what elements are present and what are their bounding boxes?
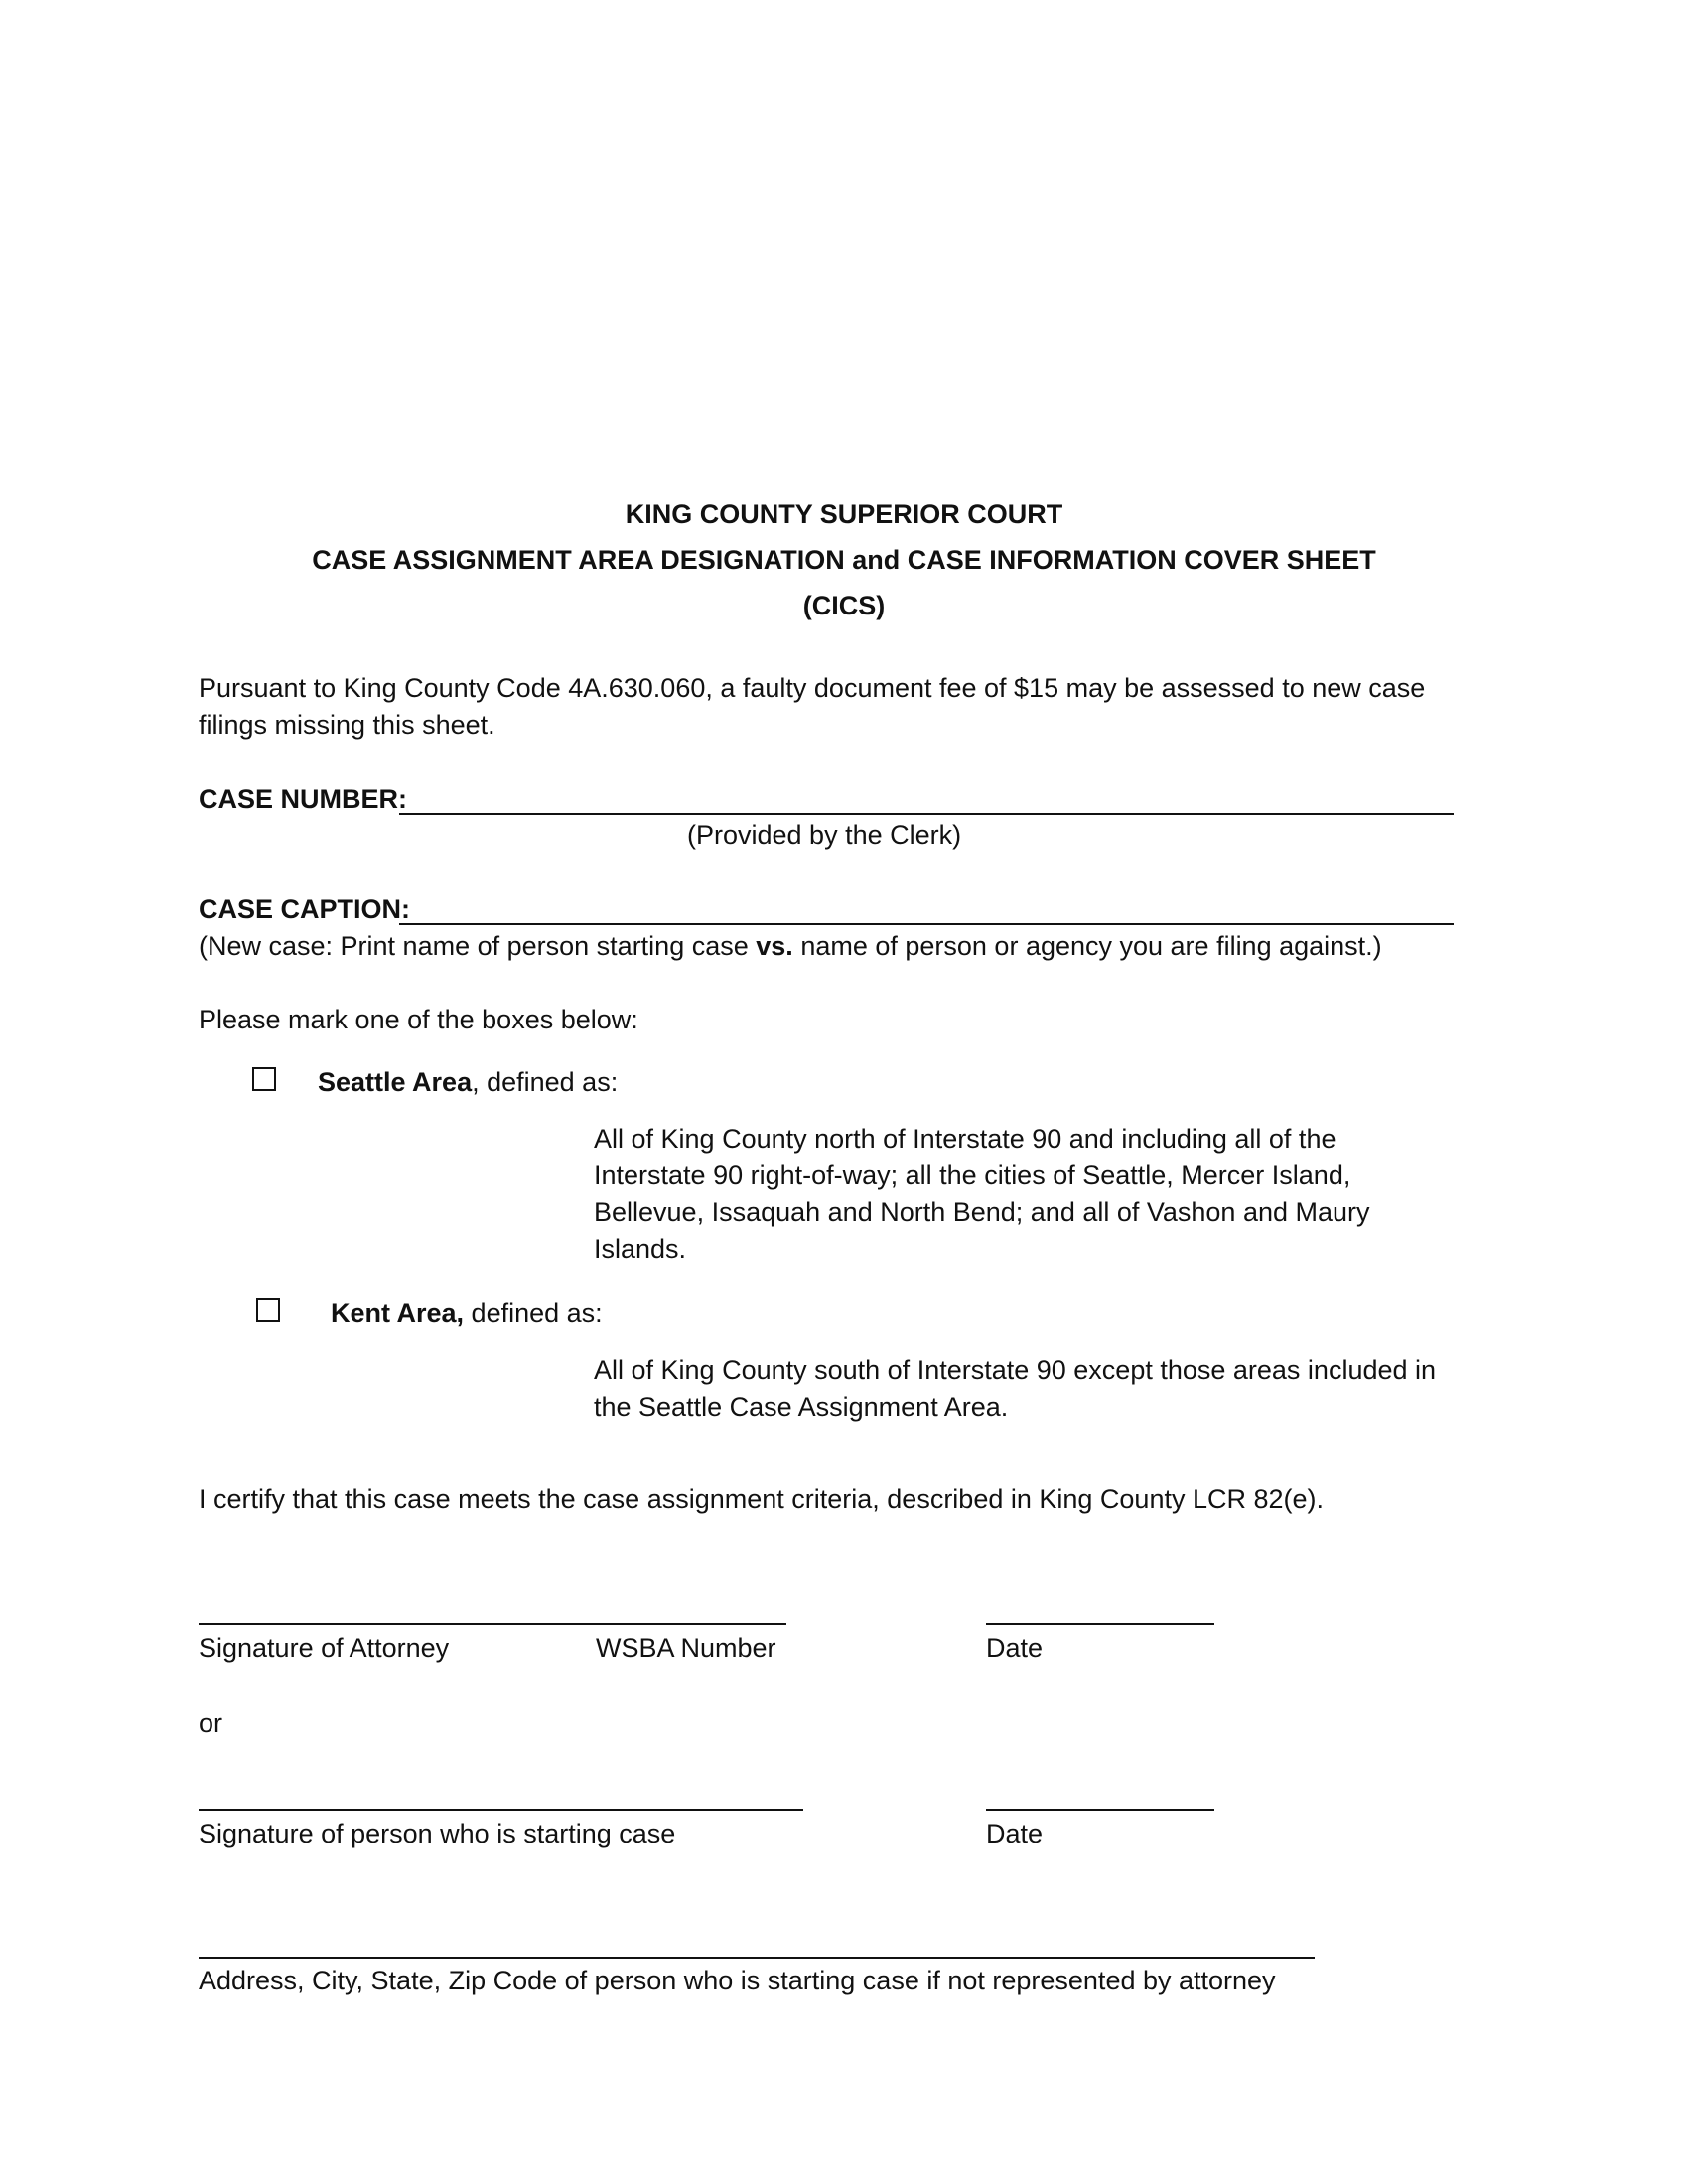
kent-desc-line-1: All of King County south of Interstate 90 except those areas included in: [594, 1355, 1437, 1385]
address-line[interactable]: [199, 1957, 1315, 1959]
seattle-desc-line-2: Interstate 90 right-of-way; all the cities of Seattle, Mercer Island,: [594, 1160, 1351, 1190]
case-number-input[interactable]: [401, 784, 1456, 816]
attorney-date-label: Date: [986, 1633, 1044, 1663]
seattle-desc-line-4: Islands.: [594, 1234, 687, 1264]
seattle-area-label: [318, 1064, 618, 1101]
form-title-heading: CASE ASSIGNMENT AREA DESIGNATION and CASE INFORMATION COVER SHEET: [312, 545, 1376, 575]
case-caption-input[interactable]: [401, 894, 1456, 926]
kent-area-name: Kent Area,: [331, 1298, 465, 1328]
address-label: Address, City, State, Zip Code of person who is starting case if not represented by attorney: [199, 1966, 1276, 1995]
court-name-heading: KING COUNTY SUPERIOR COURT: [625, 499, 1063, 529]
case-caption-note-vs: vs.: [756, 931, 793, 961]
seattle-desc-line-1: All of King County north of Interstate 90 and including all of the: [594, 1124, 1336, 1154]
case-caption-note: [199, 928, 1382, 965]
wsba-number-label: WSBA Number: [596, 1633, 776, 1663]
case-caption-label: CASE CAPTION:: [199, 894, 411, 924]
instruction-text: Please mark one of the boxes below:: [199, 1005, 638, 1034]
person-date-label: Date: [986, 1819, 1044, 1848]
seattle-desc-line-3: Bellevue, Issaquah and North Bend; and all of Vashon and Maury: [594, 1197, 1370, 1227]
certification-statement: I certify that this case meets the case assignment criteria, described in King County LCR 82(e).: [199, 1484, 1325, 1514]
person-signature-line[interactable]: [199, 1809, 803, 1811]
notice-line-2: filings missing this sheet.: [199, 710, 495, 740]
person-signature-label: Signature of person who is starting case: [199, 1819, 676, 1848]
notice-line-1: Pursuant to King County Code 4A.630.060, a faulty document fee of $15 may be assessed to new case: [199, 673, 1426, 703]
kent-area-label: [331, 1296, 603, 1332]
kent-area-suffix: defined as:: [464, 1298, 603, 1328]
seattle-area-checkbox[interactable]: [252, 1067, 276, 1091]
case-caption-note-after: name of person or agency you are filing against.): [792, 931, 1382, 961]
kent-area-checkbox[interactable]: [256, 1298, 280, 1322]
attorney-signature-line[interactable]: [199, 1623, 786, 1625]
case-number-underline: [399, 813, 1454, 815]
kent-desc-line-2: the Seattle Case Assignment Area.: [594, 1392, 1009, 1422]
case-caption-underline: [399, 923, 1454, 925]
seattle-area-suffix: , defined as:: [472, 1067, 619, 1097]
case-caption-note-before: (New case: Print name of person starting case: [199, 931, 757, 961]
case-number-label: CASE NUMBER:: [199, 784, 408, 814]
or-separator: or: [199, 1708, 223, 1738]
attorney-date-line[interactable]: [986, 1623, 1214, 1625]
case-number-note: (Provided by the Clerk): [687, 820, 962, 850]
person-date-line[interactable]: [986, 1809, 1214, 1811]
form-abbreviation-heading: (CICS): [802, 591, 886, 620]
attorney-signature-label: Signature of Attorney: [199, 1633, 450, 1663]
seattle-area-name: Seattle Area: [318, 1067, 473, 1097]
